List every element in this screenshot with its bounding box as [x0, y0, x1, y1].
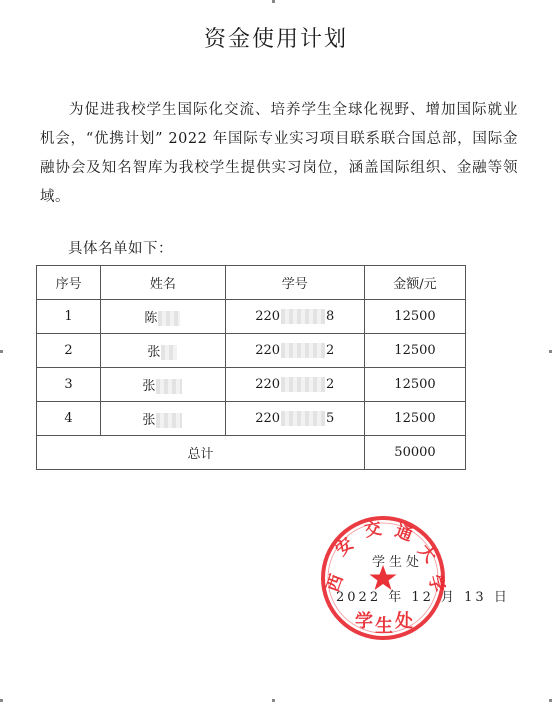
svg-text:交: 交	[363, 518, 384, 542]
name-surname: 陈	[144, 311, 158, 326]
row-student-id	[225, 402, 364, 436]
row-no: 1	[37, 300, 101, 334]
id-prefix: 220	[255, 411, 281, 426]
header-student-id: 学号	[225, 266, 364, 300]
row-no: 4	[37, 402, 101, 436]
svg-text:处: 处	[395, 611, 413, 632]
redaction-mask	[281, 343, 325, 358]
frame-handle	[0, 350, 3, 353]
svg-text:西: 西	[322, 571, 348, 595]
row-amount: 12500	[364, 368, 465, 402]
header-name: 姓名	[101, 266, 225, 300]
table-row	[37, 334, 466, 368]
id-prefix: 220	[255, 377, 281, 392]
svg-text:大: 大	[413, 540, 440, 567]
redaction-mask	[281, 309, 325, 324]
row-amount: 12500	[364, 402, 465, 436]
row-no: 3	[37, 368, 101, 402]
redaction-mask	[158, 311, 180, 326]
total-amount: 50000	[364, 436, 465, 470]
id-suffix: 8	[326, 309, 335, 324]
row-name	[101, 300, 225, 334]
signature-office: 学生处	[372, 555, 424, 570]
header-amount: 金额/元	[364, 266, 465, 300]
row-no: 2	[37, 334, 101, 368]
list-intro: 具体名单如下：	[68, 241, 173, 257]
id-suffix: 2	[326, 343, 335, 358]
official-seal-stamp	[318, 513, 448, 643]
svg-text:学: 学	[355, 611, 373, 632]
header-no: 序号	[37, 266, 101, 300]
row-student-id	[225, 368, 364, 402]
funds-table	[36, 265, 466, 470]
table-row	[37, 300, 466, 334]
row-name	[101, 334, 225, 368]
redaction-mask	[156, 413, 182, 428]
redaction-mask	[281, 411, 325, 426]
row-name	[101, 402, 225, 436]
table-header-row	[37, 266, 466, 300]
signature-date: 2022 年 12 月 13 日	[336, 590, 510, 605]
id-prefix: 220	[255, 343, 281, 358]
svg-text:通: 通	[392, 520, 416, 546]
id-suffix: 5	[326, 411, 335, 426]
table-row	[37, 368, 466, 402]
table-total-row	[37, 436, 466, 470]
svg-text:学: 学	[423, 572, 448, 595]
row-name	[101, 368, 225, 402]
svg-text:安: 安	[331, 534, 358, 561]
name-surname: 张	[147, 345, 161, 360]
row-student-id	[225, 334, 364, 368]
table-row	[37, 402, 466, 436]
row-student-id	[225, 300, 364, 334]
id-prefix: 220	[255, 309, 281, 324]
document-title: 资金使用计划	[203, 27, 348, 52]
name-surname: 张	[142, 379, 156, 394]
redaction-mask	[161, 345, 177, 360]
total-label: 总计	[37, 436, 365, 470]
svg-text:生: 生	[375, 616, 393, 637]
id-suffix: 2	[326, 377, 335, 392]
intro-paragraph: 为促进我校学生国际化交流、培养学生全球化视野、增加国际就业机会，“优携计划” 2022 年国际专业实习项目联系联合国总部，国际金融协会及知名智库为我校学生提供实习岗位，涵盖国际组织、金融等领域。	[40, 102, 518, 205]
row-amount: 12500	[364, 300, 465, 334]
row-amount: 12500	[364, 334, 465, 368]
name-surname: 张	[142, 413, 156, 428]
frame-handle	[272, 0, 275, 3]
redaction-mask	[156, 379, 182, 394]
redaction-mask	[281, 377, 325, 392]
